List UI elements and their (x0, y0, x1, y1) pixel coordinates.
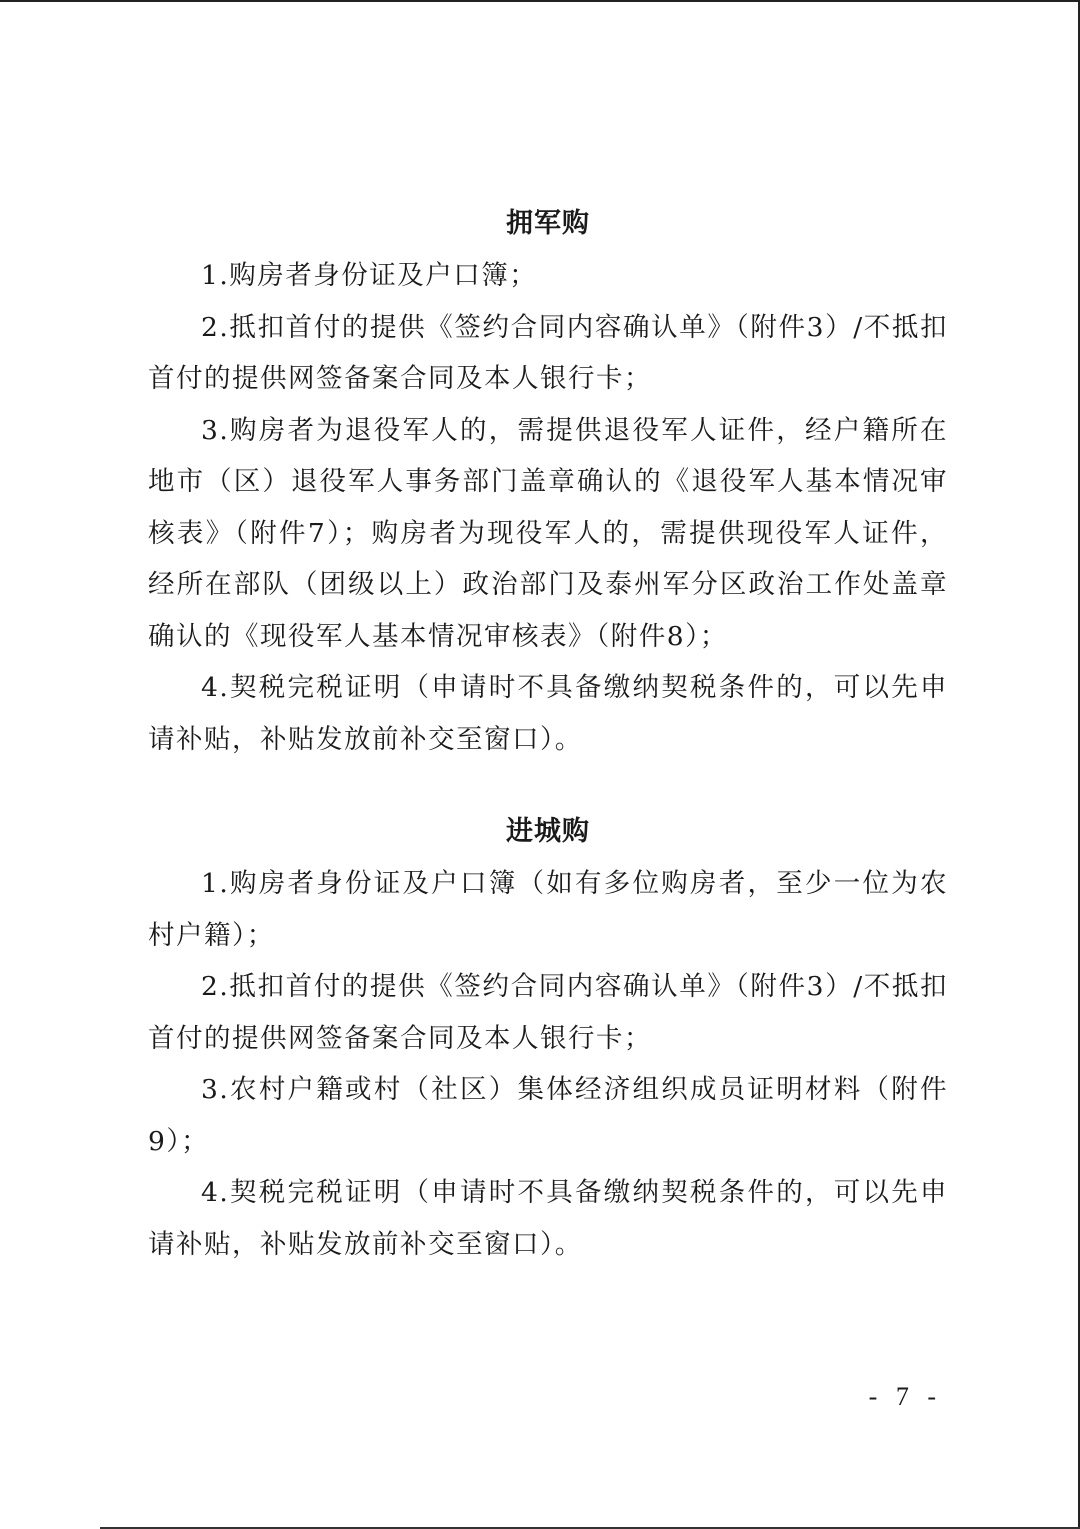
list-item: 4.契税完税证明（申请时不具备缴纳契税条件的，可以先申请补贴，补贴发放前补交至窗口）。 (148, 1177, 948, 1260)
list-item: 3.农村户籍或村（社区）集体经济组织成员证明材料（附件9）； (148, 1074, 948, 1157)
section-jincheng (148, 806, 948, 1270)
page-number: - 7 - (868, 1382, 942, 1411)
list-item: 2.抵扣首付的提供《签约合同内容确认单》（附件3）/不抵扣首付的提供网签备案合同及本人银行卡； (148, 971, 948, 1054)
section-title: 进城购 (506, 816, 590, 847)
list-item: 3.购房者为退役军人的，需提供退役军人证件，经户籍所在地市（区）退役军人事务部门盖章确认的《退役军人基本情况审核表》（附件7）；购房者为现役军人的，需提供现役军人证件，经所在部队（团级以上）政治部门及泰州军分区政治工作处盖章确认的《现役军人基本情况审核表》（附件8）； (148, 414, 948, 652)
section-title: 拥军购 (506, 208, 590, 239)
list-item: 1.购房者身份证及户口簿； (201, 260, 538, 291)
list-item: 1.购房者身份证及户口簿（如有多位购房者，至少一位为农村户籍）； (148, 868, 948, 951)
list-item: 2.抵扣首付的提供《签约合同内容确认单》（附件3）/不抵扣首付的提供网签备案合同及本人银行卡； (148, 311, 948, 394)
section-yongjun (148, 198, 948, 765)
list-item: 4.契税完税证明（申请时不具备缴纳契税条件的，可以先申请补贴，补贴发放前补交至窗口）。 (148, 672, 948, 755)
